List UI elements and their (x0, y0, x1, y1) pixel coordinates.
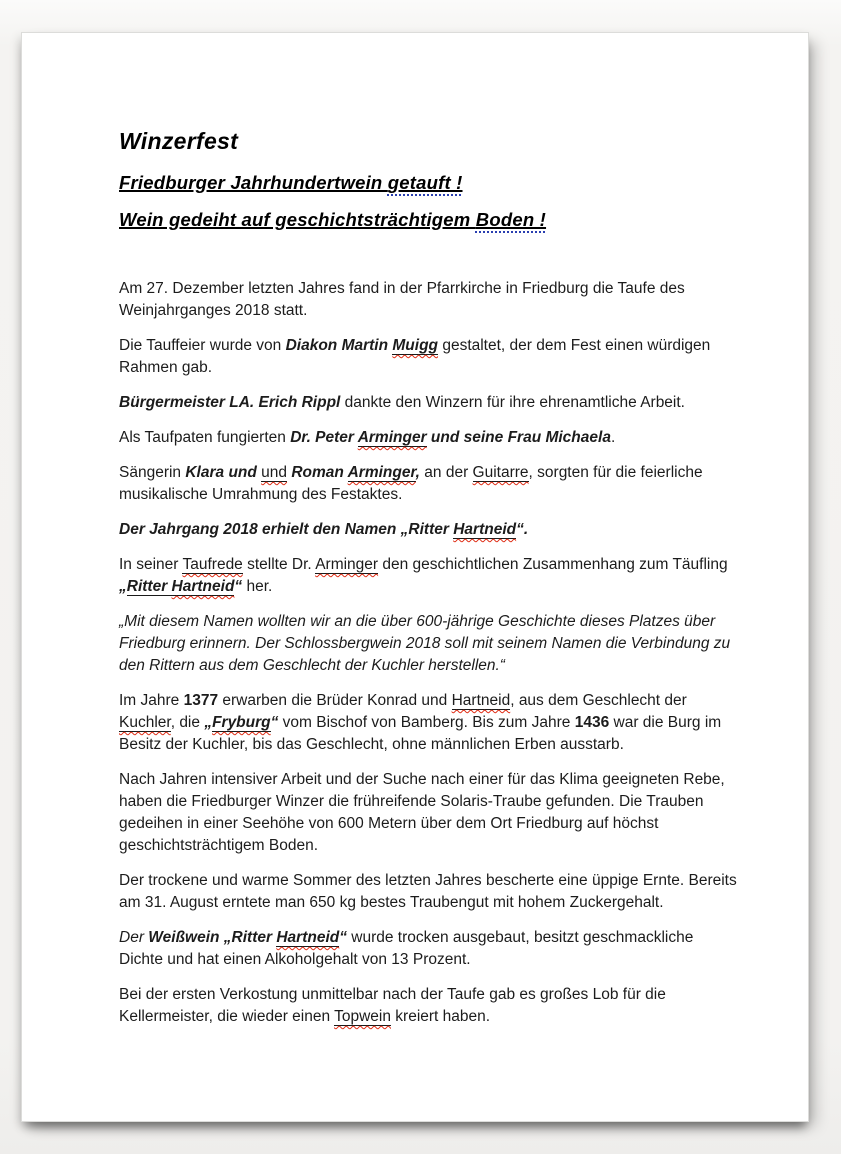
text-segment: Klara und (185, 464, 262, 481)
text-segment: „Mit diesem Namen wollten wir an die über 600-jährige Geschichte dieses Platzes über Friedburg erinnern. Der Schlossbergwein 2018 soll mit seinem Namen die Verbindung zu den Rittern aus dem Geschlecht der Kuchler herstellen.“ (119, 613, 731, 674)
text-segment: und (261, 464, 288, 481)
text-segment: “ (234, 578, 243, 595)
text-segment: erwarben die Brüder Konrad und (218, 692, 452, 709)
text-segment: In seiner (119, 556, 183, 573)
text-segment: Der Jahrgang 2018 erhielt den Namen „Ritter (119, 521, 454, 538)
text-segment: Friedburger Jahrhundertwein (119, 172, 388, 193)
text-segment: Am 27. Dezember letzten Jahres fand in der Pfarrkirche in Friedburg die Taufe des Weinjahrganges 2018 statt. (119, 280, 685, 319)
document-title: Winzerfest (119, 128, 239, 154)
text-segment: Wein gedeiht auf geschichtsträchtigem (119, 209, 476, 230)
text-segment: gestaltet, der dem Fest einen würdigen Rahmen gab. (119, 337, 711, 376)
text-segment: Die Tauffeier wurde von (119, 337, 286, 354)
text-segment: war die Burg im Besitz der Kuchler, bis das Geschlecht, ohne männlichen Erben ausstarb. (119, 714, 722, 753)
paragraph-verkostung (119, 984, 741, 1028)
document-content (119, 127, 741, 1041)
text-segment: Arminger (347, 464, 416, 481)
text-segment: “. (516, 521, 529, 538)
text-segment: . (610, 429, 616, 446)
paragraph-taufe-datum (119, 278, 741, 322)
text-segment: “ (339, 929, 347, 946)
text-segment: Arminger (315, 556, 379, 573)
text-segment: „ (119, 578, 127, 595)
text-segment: Hartneid (276, 929, 340, 946)
text-segment: vom Bischof von Bamberg. Bis zum Jahre (278, 714, 575, 731)
text-segment: dankte den Winzern für ihre ehrenamtliche Arbeit. (340, 394, 685, 411)
text-segment: Der (119, 929, 149, 946)
text-segment: kreiert haben. (390, 1008, 491, 1025)
document-subtitle-2 (119, 208, 741, 232)
paragraph-solaris-traube (119, 769, 741, 857)
text-segment: Ritter (126, 578, 172, 595)
text-segment: Bei der ersten Verkostung unmittelbar nach der Taufe gab es großes Lob für die Kellermeister, die wieder einen (119, 986, 666, 1025)
paragraph-jahrgang-name (119, 519, 741, 541)
text-segment: Hartneid (451, 692, 511, 709)
text-segment: Nach Jahren intensiver Arbeit und der Suche nach einer für das Klima geeigneten Rebe, haben die Friedburger Winzer die frühreifende Solaris-Traube gefunden. Die Trauben gedeihen in einer Seehöhe von 600 Metern über dem Ort Friedburg auf höchst geschichtsträchtigem Boden. (119, 771, 725, 854)
text-segment: Boden ! (475, 209, 547, 230)
text-segment: Sängerin (119, 464, 186, 481)
text-segment: Weißwein „Ritter (148, 929, 277, 946)
text-segment: “ (270, 714, 279, 731)
text-segment: Dr. Peter (290, 429, 358, 446)
paragraph-zitat (119, 611, 741, 677)
document-page (21, 32, 809, 1122)
text-segment: Arminger (357, 429, 427, 446)
text-segment: Diakon Martin (285, 337, 393, 354)
paragraph-buergermeister (119, 392, 741, 414)
text-segment: an der (419, 464, 473, 481)
text-segment: 1436 (574, 714, 610, 731)
text-segment: Taufrede (182, 556, 243, 573)
paragraph-taufrede (119, 554, 741, 598)
text-segment: Hartneid (453, 521, 517, 538)
text-segment: her. (242, 578, 273, 595)
text-segment: Als Taufpaten fungierten (119, 429, 291, 446)
text-segment: „ (204, 714, 213, 731)
text-segment: wurde trocken ausgebaut, besitzt geschmackliche Dichte und hat einen Alkoholgehalt von 13 Prozent. (119, 929, 694, 968)
text-segment: Topwein (334, 1008, 391, 1025)
paragraph-tauffeier-diakon (119, 335, 741, 379)
text-segment: stellte Dr. (242, 556, 316, 573)
text-segment: Im Jahre (119, 692, 184, 709)
text-segment: getauft ! (387, 172, 463, 193)
paragraph-taufpaten (119, 427, 741, 449)
text-segment: und seine Frau Michaela (426, 429, 611, 446)
document-subtitle-1 (119, 171, 741, 195)
text-segment: Bürgermeister LA. Erich Rippl (119, 394, 341, 411)
text-segment: Guitarre (472, 464, 529, 481)
text-segment: Hartneid (171, 578, 235, 595)
paragraph-saengerin-musik (119, 462, 741, 506)
text-segment: , sorgten für die feierliche musikalische Umrahmung des Festaktes. (119, 464, 703, 503)
paragraph-sommer-ernte (119, 870, 741, 914)
text-segment: Der trockene und warme Sommer des letzten Jahres bescherte eine üppige Ernte. Bereits am 31. August erntete man 650 kg bestes Traubengut mit hohem Zuckergehalt. (119, 872, 737, 911)
text-segment: Kuchler (119, 714, 171, 731)
text-segment: Fryburg (212, 714, 271, 731)
paragraph-geschichte-1377 (119, 690, 741, 756)
paragraph-weisswein (119, 927, 741, 971)
text-segment: den geschichtlichen Zusammenhang zum Täufling (378, 556, 728, 573)
text-segment: Muigg (392, 337, 439, 354)
text-segment: , die (170, 714, 205, 731)
text-segment: Roman (291, 464, 348, 481)
text-segment: , aus dem Geschlecht der (510, 692, 687, 709)
text-segment: 1377 (183, 692, 219, 709)
text-segment: , (415, 464, 420, 481)
